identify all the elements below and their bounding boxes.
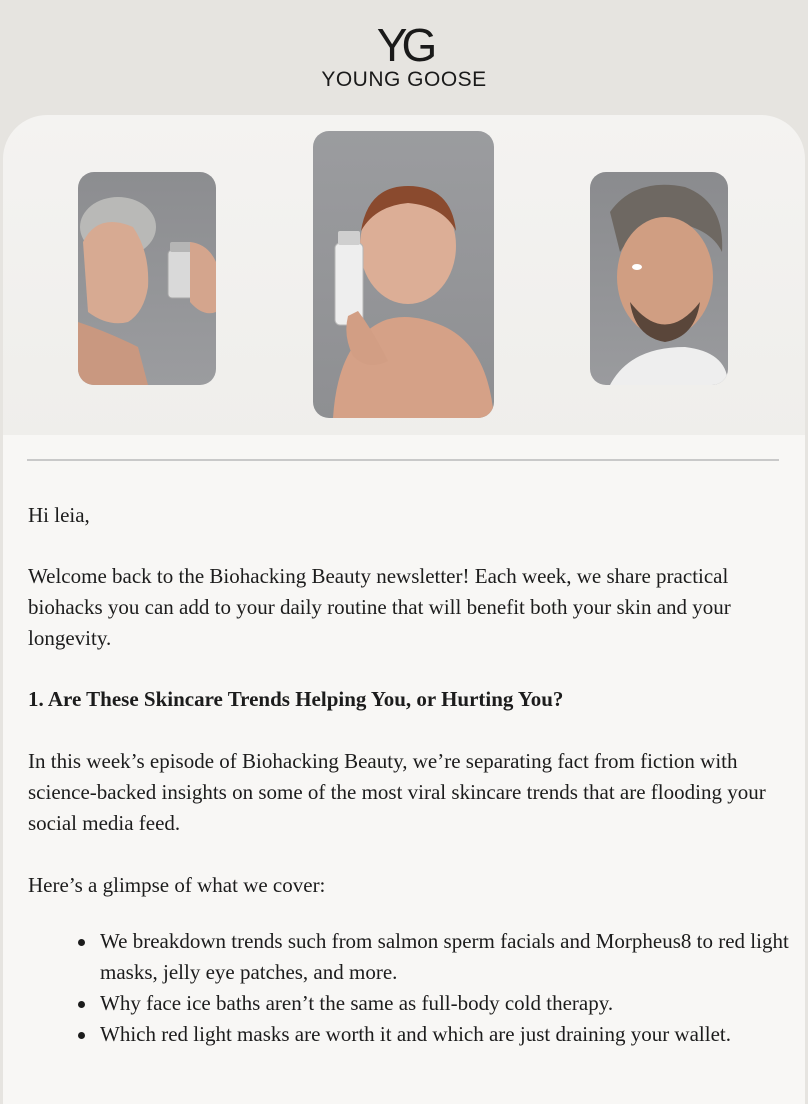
glimpse-intro: Here’s a glimpse of what we cover: bbox=[28, 873, 326, 897]
young-goose-logo-text[interactable]: YOUNG GOOSE bbox=[321, 68, 487, 91]
photo-man-smiling-cream[interactable] bbox=[590, 172, 728, 385]
list-item: Which red light masks are worth it and which are just draining your wallet. bbox=[100, 1019, 790, 1050]
divider bbox=[27, 459, 779, 461]
photo-woman-holding-serum[interactable] bbox=[313, 131, 494, 418]
photo-woman-profile-serum[interactable] bbox=[78, 172, 216, 385]
intro-paragraph: Welcome back to the Biohacking Beauty newsletter! Each week, we share practical biohacks you can add to your daily routine that will benefit both your skin and your longevity. bbox=[28, 564, 731, 650]
section-heading: 1. Are These Skincare Trends Helping You, or Hurting You? bbox=[28, 687, 564, 711]
woman-serum-illustration bbox=[313, 131, 494, 418]
section-paragraph: In this week’s episode of Biohacking Beauty, we’re separating fact from fiction with science-backed insights on some of the most viral skincare trends that are flooding your social media feed. bbox=[28, 749, 766, 835]
episode-topics-list bbox=[100, 926, 790, 1050]
woman-profile-illustration bbox=[78, 172, 216, 385]
greeting: Hi leia, bbox=[28, 503, 90, 527]
young-goose-logo-mark[interactable]: YG bbox=[376, 19, 432, 71]
man-smiling-illustration bbox=[590, 172, 728, 385]
list-item: Why face ice baths aren’t the same as full-body cold therapy. bbox=[100, 988, 790, 1019]
email-header bbox=[0, 0, 808, 130]
list-item: We breakdown trends such from salmon sperm facials and Morpheus8 to red light masks, jelly eye patches, and more. bbox=[100, 926, 790, 988]
